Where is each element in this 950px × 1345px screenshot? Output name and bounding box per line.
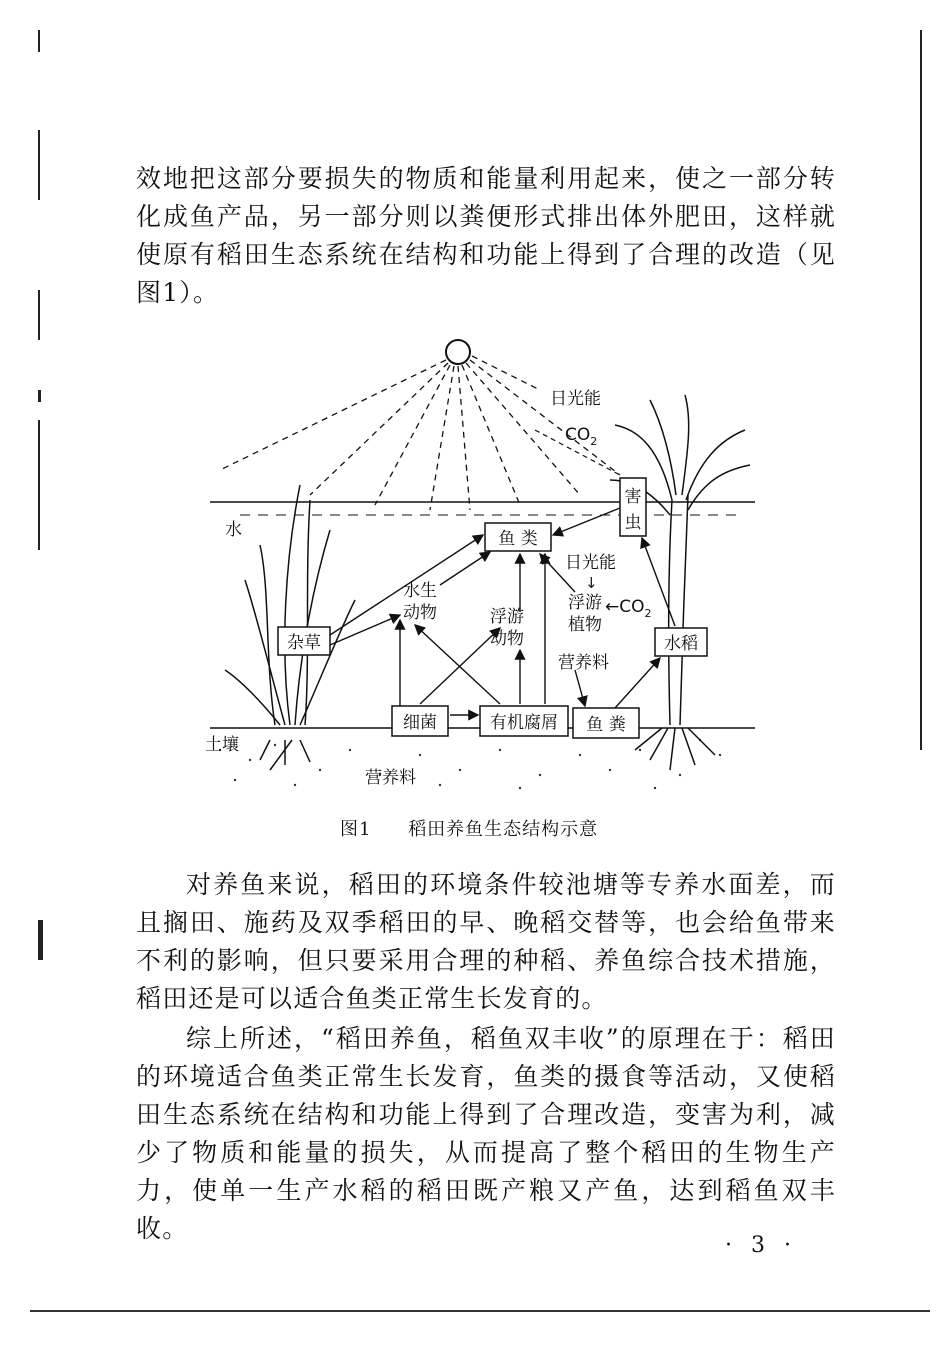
label-arrow-down: ↓ [585,574,598,592]
scan-edge-mark [38,290,40,340]
paragraph-1 [136,160,836,312]
label-water: 水 [225,520,242,540]
scan-edge-mark [38,390,41,402]
soil-texture [219,739,721,789]
label-co2-mid: $\leftarrow CO_2$ [605,597,652,620]
label-co2-top: $CO_2$ [565,425,598,448]
label-aquatic-animals-2: 动物 [403,603,437,623]
label-rice: 水稻 [664,634,698,654]
label-zooplankton-1: 浮游 [490,607,524,627]
figure-number: 图1 [340,819,372,840]
label-detritus: 有机腐屑 [490,713,558,733]
label-sunlight-mid: 日光能 [565,553,616,573]
paragraph-2 [136,866,836,1018]
label-aquatic-animals-1: 水生 [403,581,437,601]
paragraph-2-text: 对养鱼来说，稻田的环境条件较池塘等专养水面差，而且搁田、施药及双季稻田的早、晚稻交替等，也会给鱼带来不利的影响，但只要采用合理的种稻、养鱼综合技术措施，稻田还是可以适合鱼类正常生长发育的。 [136,870,836,1013]
sun-icon [446,340,470,364]
paragraph-3 [136,1020,836,1248]
page-number: · 3 · [725,1233,797,1258]
label-pests-1: 害 [624,487,642,507]
figure-title: 稻田养鱼生态结构示意 [408,819,599,840]
bottom-rule [30,1310,930,1312]
label-pests-2: 虫 [624,513,642,533]
scan-edge-mark [38,130,40,200]
water-surface [210,502,755,515]
label-sunlight-top: 日光能 [550,389,601,409]
label-fish: 鱼 类 [498,529,538,549]
label-bacteria: 细菌 [403,713,437,733]
rice-fish-ecosystem-diagram [200,330,760,800]
paragraph-3-text: 综上所述，“稻田养鱼，稻鱼双丰收”的原理在于：稻田的环境适合鱼类正常生长发育，鱼类的摄食等活动，又使稻田生态系统在结构和功能上得到了合理改造，变害为利，减少了物质和能量的损失，从而提高了整个稻田的生物生产力，使单一生产水稻的稻田既产粮又产鱼，达到稻鱼双丰收。 [136,1024,836,1243]
scan-edge-mark [920,30,922,750]
scan-edge-mark [38,420,40,550]
label-fish-feces: 鱼 粪 [586,715,626,735]
figure-caption [340,815,598,841]
scan-edge-mark [38,920,43,960]
label-nutrients-mid: 营养料 [558,653,609,673]
label-zooplankton-2: 动物 [490,629,524,649]
scan-edge-mark [38,30,40,52]
paragraph-1-text: 效地把这部分要损失的物质和能量利用起来，使之一部分转化成鱼产品，另一部分则以粪便形式排出体外肥田，这样就使原有稻田生态系统在结构和功能上得到了合理的改造（见图1）。 [136,164,836,307]
label-nutrients-bottom: 营养料 [365,768,416,788]
label-weeds: 杂草 [287,633,321,653]
label-phytoplankton-1: 浮游 [568,593,602,613]
sunlight-rays [220,356,620,510]
label-phytoplankton-2: 植物 [568,615,602,635]
label-soil: 土壤 [205,735,239,755]
